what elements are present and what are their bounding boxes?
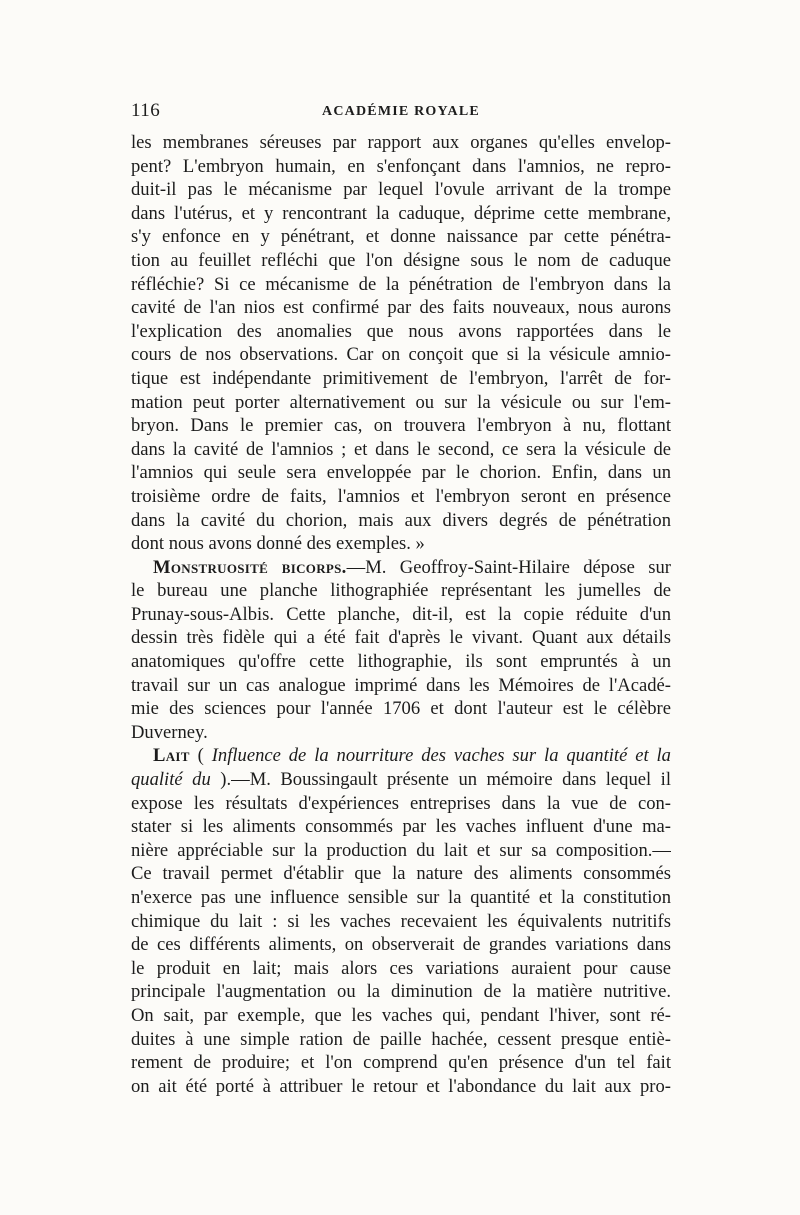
text-line: de ces différents aliments, on observerait de grandes variations dans <box>131 934 671 956</box>
text-line: stater si les aliments consommés par les vaches influent d'une ma- <box>131 816 671 838</box>
text-line: duit-il pas le mécanisme par lequel l'ovule arrivant de la trompe <box>131 179 671 201</box>
text-run: —M. Geoffroy-Saint-Hilaire dépose sur <box>346 556 671 578</box>
text-line: dessin très fidèle qui a été fait d'après le vivant. Quant aux détails <box>131 627 671 649</box>
text-line: dans l'utérus, et y rencontrant la caduque, déprime cette membrane, <box>131 202 671 224</box>
text-line: nière appréciable sur la production du lait et sur sa composition.— <box>131 839 671 861</box>
section-first-line <box>131 744 671 768</box>
text-line: principale l'augmentation ou la diminution de la matière nutritive. <box>131 981 671 1003</box>
text-line: Duverney. <box>131 721 208 743</box>
section-heading: Lait <box>153 745 190 767</box>
section-heading: Monstruosité bicorps. <box>153 556 347 578</box>
text-line: troisième ordre de faits, l'amnios et l'embryon seront en présence <box>131 485 671 507</box>
text-line: dans la cavité du chorion, mais aux divers degrés de pénétration <box>131 509 671 531</box>
text-line: tion au feuillet refléchi que l'on désigne sous le nom de caduque <box>131 249 671 271</box>
text-line: dans la cavité de l'amnios ; et dans le second, ce sera la vésicule de <box>131 438 671 460</box>
page-header <box>131 100 671 126</box>
text-line: réfléchie? Si ce mécanisme de la pénétration de l'embryon dans la <box>131 273 671 295</box>
text-line: bryon. Dans le premier cas, on trouvera l'embryon à nu, flottant <box>131 415 671 437</box>
text-line: on ait été porté à attribuer le retour et l'abondance du lait aux pro- <box>131 1075 671 1097</box>
text-line: rement de produire; et l'on comprend qu'en présence d'un tel fait <box>131 1052 671 1074</box>
section-title-italic: qualité du <box>131 769 211 791</box>
text-line: pent? L'embryon humain, en s'enfonçant dans l'amnios, ne repro- <box>131 155 671 177</box>
text-line: On sait, par exemple, que les vaches qui, pendant l'hiver, sont ré- <box>131 1004 671 1026</box>
text-line: l'amnios qui seule sera enveloppée par le chorion. Enfin, dans un <box>131 462 671 484</box>
text-line: dont nous avons donné des exemples. » <box>131 533 425 555</box>
text-line: s'y enfonce en y pénétrant, et donne naissance par cette pénétra- <box>131 226 671 248</box>
text-line: mation peut porter alternativement ou sur la vésicule ou sur l'em- <box>131 391 671 413</box>
section-title-italic: Influence de la nourriture des vaches sur la quantité et la <box>211 745 671 767</box>
page-number: 116 <box>131 100 161 121</box>
body-text <box>131 131 671 1098</box>
text-line: anatomiques qu'offre cette lithographie, ils sont empruntés à un <box>131 651 671 673</box>
text-line: n'exerce pas une influence sensible sur la quantité et la constitution <box>131 887 671 908</box>
text-line: tique est indépendante primitivement de l'embryon, l'arrêt de for- <box>131 367 671 389</box>
text-line: expose les résultats d'expériences entreprises dans la vue de con- <box>131 792 671 814</box>
text-run: ( <box>189 745 212 767</box>
text-line: cours de nos observations. Car on conçoit que si la vésicule amnio- <box>131 344 671 366</box>
text-line: cavité de l'an nios est confirmé par des faits nouveaux, nous aurons <box>131 297 671 319</box>
text-line: le bureau une planche lithographiée représentant les jumelles de <box>131 580 671 602</box>
text-line: le produit en lait; mais alors ces variations auraient pour cause <box>131 957 671 979</box>
text-line: travail sur un cas analogue imprimé dans les Mémoires de l'Acadé- <box>131 674 671 696</box>
text-line: les membranes séreuses par rapport aux organes qu'elles envelop- <box>131 132 671 153</box>
text-line: l'explication des anomalies que nous avons rapportées dans le <box>131 320 671 342</box>
text-line <box>131 768 671 792</box>
text-line: duites à une simple ration de paille hachée, cessent presque entiè- <box>131 1028 671 1050</box>
text-run: ).—M. Boussingault présente un mémoire dans lequel il <box>210 769 671 791</box>
text-line: Ce travail permet d'établir que la nature des aliments consommés <box>131 863 671 885</box>
text-line: Prunay-sous-Albis. Cette planche, dit-il, est la copie réduite d'un <box>131 603 671 625</box>
text-line: chimique du lait : si les vaches recevaient les équivalents nutritifs <box>131 910 671 932</box>
section-first-line <box>131 556 671 580</box>
text-line: mie des sciences pour l'année 1706 et dont l'auteur est le célèbre <box>131 698 671 720</box>
running-title: ACADÉMIE ROYALE <box>322 104 480 119</box>
